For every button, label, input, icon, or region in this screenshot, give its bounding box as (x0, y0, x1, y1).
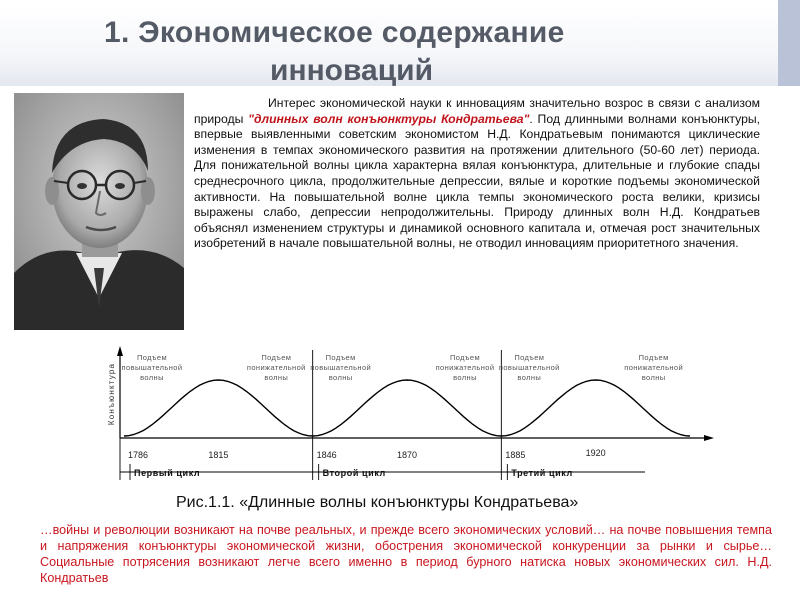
page-title-line1: 1. Экономическое содержание (104, 16, 565, 49)
cycle-label: Второй цикл (322, 468, 386, 478)
wave-annotation-line1: Подъем (261, 353, 292, 362)
intro-text-part2: . Под длинными волнами конъюнктуры, впервые выявленными советским экономистом Н.Д. Кондратьевым понимаются циклические изменения в темпах экономического развития на протяжении длительного (50-60 лет) периода. Для понижательной волны цикла характерна вялая конъюнктура, длительные и глубокие спады среднесрочного цикла, продолжительные депрессии, вялые и короткие подъемы экономической активности. На повышательной волне цикла темпы экономического роста велики, кризисы выражены слабо, депрессии непродолжительны. Природу длинных волн Н.Д. Кондратьев объяснял изменением структуры и динамикой основного капитала и, отмечая рост значительных изобретений в начале повышательной волны, не отводил инновациям приоритетного значения. (194, 111, 761, 251)
wave-annotation-line3: волны (453, 373, 477, 382)
x-tick-label: 1815 (208, 450, 229, 460)
wave-annotation-line3: волны (328, 373, 353, 382)
portrait-image (14, 93, 184, 330)
wave-annotation-line1: Подъем (449, 353, 481, 362)
x-tick-label: 1885 (505, 450, 526, 460)
x-tick-label: 1846 (316, 450, 337, 460)
chart-content (120, 350, 690, 480)
wave-annotation-line1: Подъем (638, 353, 669, 362)
title-accent-bar (778, 0, 800, 86)
portrait-photo (14, 93, 184, 330)
intro-text-part1: Интерес экономической науки к инновациям значительно возрос в связи с анализом природы (194, 96, 760, 126)
wave-annotation-line3: волны (140, 373, 164, 382)
wave-annotation-line2: повышательной (498, 363, 560, 372)
wave-line (124, 380, 690, 436)
wave-annotation-line2: понижательной (624, 363, 684, 372)
wave-annotation-line3: волны (641, 373, 666, 382)
intro-emphasis: "длинных волн конъюнктуры Кондратьева" (248, 111, 530, 126)
x-axis-arrow (704, 435, 714, 441)
wave-annotation-line1: Подъем (514, 353, 545, 362)
figure-caption: Рис.1.1. «Длинные волны конъюнктуры Кондратьева» (176, 494, 579, 511)
kondratiev-quote: …войны и революции возникают на почве реальных, и прежде всего экономических условий… на почве повышения темпа и напряжения конъюнктуры экономической жизни, обострения экономической конкуренции за рынки и сырье… Социальные потрясения возникают легче всего именно в период бурного натиска новых экономических сил. Н.Д. Кондратьев (40, 523, 772, 585)
cycle-label: Первый цикл (134, 468, 201, 478)
x-tick-label: 1870 (396, 450, 418, 460)
cycle-label: Третий цикл (511, 468, 573, 478)
wave-annotation-line2: повышательной (310, 363, 372, 372)
kondratiev-wave-chart (100, 340, 720, 490)
wave-annotation-line3: волны (264, 373, 289, 382)
wave-annotation-line2: понижательной (246, 363, 306, 372)
page-title-line2: инноваций (270, 54, 434, 87)
x-tick-label: 1786 (128, 450, 149, 460)
wave-annotation-line1: Подъем (325, 353, 356, 362)
wave-annotation-line2: понижательной (435, 363, 495, 372)
intro-paragraph (194, 96, 760, 252)
wave-annotation-line2: повышательной (121, 363, 183, 372)
wave-annotation-line3: волны (517, 373, 542, 382)
y-axis-label: Конъюнктура (107, 362, 116, 426)
x-tick-label: 1920 (585, 448, 606, 458)
wave-annotation-line1: Подъем (136, 353, 168, 362)
